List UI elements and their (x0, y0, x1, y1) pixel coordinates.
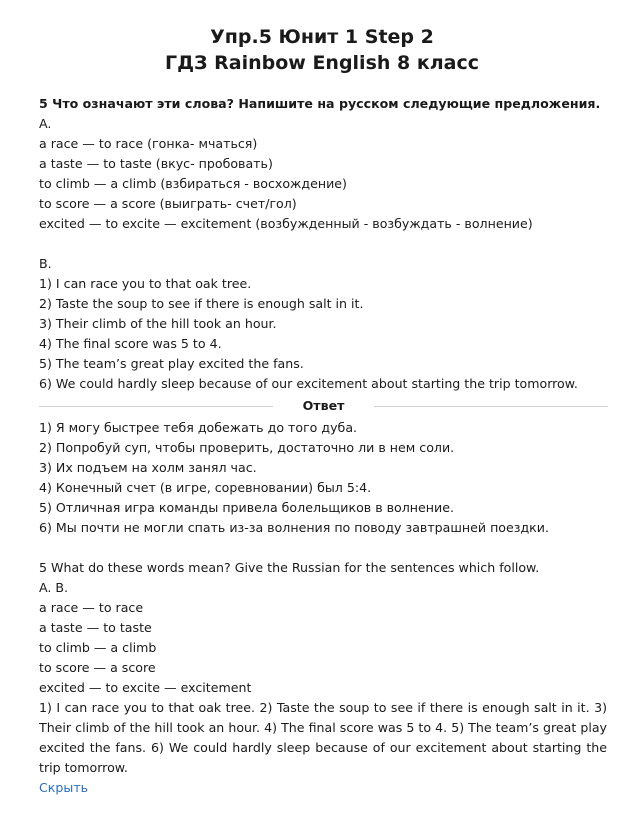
hide-link[interactable]: Скрыть (39, 780, 89, 795)
part-b-label: B. (39, 256, 52, 271)
part-a-label: A. (39, 116, 52, 131)
part-b-item: 2) Taste the soup to see if there is enough salt in it. (39, 296, 364, 311)
answer-item: 4) Конечный счет (в игре, соревновании) был 5:4. (39, 480, 372, 495)
answer-item: 1) Я могу быстрее тебя добежать до того дуба. (39, 420, 358, 435)
part-b-item: 3) Their climb of the hill took an hour. (39, 316, 277, 331)
original-heading: 5 What do these words mean? Give the Russian for the sentences which follow. (39, 560, 540, 575)
divider-rule-left (39, 406, 273, 407)
part-b-item: 4) The final score was 5 to 4. (39, 336, 222, 351)
task-heading: 5 Что означают эти слова? Напишите на русском следующие предложения. (39, 96, 601, 111)
answer-item: 3) Их подъем на холм занял час. (39, 460, 257, 475)
content (0, 76, 644, 798)
original-ab-label: A. B. (39, 580, 69, 595)
page-title (0, 0, 644, 76)
part-a-item: a race — to race (гонка- мчаться) (39, 136, 258, 151)
part-b-item: 5) The team’s great play excited the fans. (39, 356, 304, 371)
spacer (39, 234, 608, 254)
part-a-item: to climb — a climb (взбираться - восхождение) (39, 176, 347, 191)
original-item: a race — to race (39, 600, 144, 615)
divider-rule-right (374, 406, 608, 407)
part-a-item: excited — to excite — excitement (возбужденный - возбуждать - волнение) (39, 216, 533, 231)
spacer (39, 538, 608, 558)
original-item: a taste — to taste (39, 620, 152, 635)
part-a-item: a taste — to taste (вкус- пробовать) (39, 156, 273, 171)
title-line-2: ГДЗ Rainbow English 8 класс (164, 52, 480, 74)
part-b-item: 6) We could hardly sleep because of our excitement about starting the trip tomorrow. (39, 376, 578, 391)
answer-label: Ответ (302, 398, 345, 413)
original-item: to score — a score (39, 660, 156, 675)
answer-item: 6) Мы почти не могли спать из-за волнения по поводу завтрашней поездки. (39, 520, 549, 535)
original-item: excited — to excite — excitement (39, 680, 252, 695)
part-a-item: to score — a score (выиграть- счет/гол) (39, 196, 297, 211)
original-paragraph: 1) I can race you to that oak tree. 2) Taste the soup to see if there is enough salt in it. 3) Their climb of the hill took an hour. 4) The final score was 5 to 4. 5) The team’s great play excited the fans. 6) We could hardly sleep because of our excitement about starting the trip tomorrow. (39, 700, 607, 775)
original-item: to climb — a climb (39, 640, 157, 655)
answer-divider (39, 396, 608, 416)
answer-item: 2) Попробуй суп, чтобы проверить, достаточно ли в нем соли. (39, 440, 455, 455)
part-b-item: 1) I can race you to that oak tree. (39, 276, 252, 291)
answer-item: 5) Отличная игра команды привела болельщиков в волнение. (39, 500, 454, 515)
title-line-1: Упр.5 Юнит 1 Step 2 (210, 26, 434, 48)
